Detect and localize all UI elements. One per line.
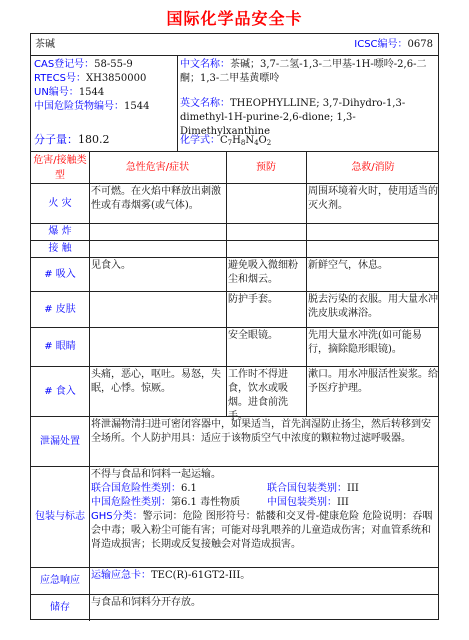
spill-label: 泄漏处置	[40, 435, 80, 447]
molecular-weight	[32, 132, 172, 148]
formula-part: 2	[266, 139, 272, 147]
formula-part: C	[220, 135, 228, 146]
header-type: 危害/接触类型	[33, 155, 87, 181]
un-class-value: 6.1	[181, 483, 197, 494]
cas-label: CAS登记号：	[34, 59, 95, 70]
en-name-label: 英文名称：	[180, 98, 230, 109]
packaging-note: 不得与食品和饲料一起运输。	[91, 469, 221, 480]
fire-prevention	[226, 184, 306, 186]
rtecs-number	[34, 72, 180, 86]
emergency-card-value: TEC(R)-61GT2-III。	[151, 570, 251, 581]
ghs-label: GHS分类：	[91, 511, 143, 522]
spill-text: 将泄漏物清扫进可密闭容器中，如果适当，首先润湿防止扬尘，然后转移到安全场所。个人防护用具：适应于该物质空气中浓度的颗粒物过滤呼吸器。	[91, 419, 431, 444]
contact-aid	[306, 241, 440, 243]
cn-class-label: 中国危险性类别：	[91, 497, 171, 508]
ghs-text: 警示词：危险 图形符号：骷髅和交叉骨-健康危险 危险说明：吞咽会中毒；吸入粉尘可能有害；可能对母乳喂养的儿童造成伤害；对血管系统和肾造成损害；长期或反复接触会对肾造成损害。	[91, 511, 433, 550]
storage-text: 与食品和饲料分开存放。	[91, 597, 201, 608]
rtecs-label: RTECS号：	[34, 73, 86, 84]
un-label: UN编号：	[34, 87, 79, 98]
cn-pack-value: III	[337, 497, 349, 508]
mw-value: 180.2	[78, 133, 110, 146]
chemical-name: 茶碱	[35, 39, 55, 50]
ghs-classification	[91, 510, 438, 552]
eyes-prevention: 安全眼镜。	[228, 330, 278, 341]
row-type-inhalation: # 吸入	[44, 268, 76, 280]
emergency-content	[89, 568, 440, 584]
skin-prevention: 防护手套。	[228, 294, 278, 305]
cn-classification	[91, 496, 438, 510]
row-type-fire: 火 灾	[48, 197, 72, 209]
cn-pack-label: 中国包装类别：	[267, 497, 337, 508]
cn-goods-number	[34, 100, 180, 114]
un-packing-group	[267, 482, 359, 496]
packaging-label: 包装与标志	[35, 511, 85, 522]
un-class-label: 联合国危险性类别：	[91, 483, 181, 494]
cas-value: 58-55-9	[94, 59, 133, 70]
formula-part: O	[258, 135, 267, 146]
header-hazard: 急性危害/症状	[125, 162, 190, 173]
header-aid: 急救/消防	[351, 162, 395, 173]
storage-label: 储存	[50, 602, 70, 613]
cn-name-value: 茶碱；3,7-二氢-1,3-二甲基-1H-嘌呤-2,6-二酮；1,3-二甲基黄嘌呤	[180, 59, 427, 84]
eyes-aid: 先用大量水冲洗(如可能易行，摘除隐形眼镜)。	[308, 330, 422, 355]
divider	[31, 55, 438, 56]
explosion-prevention	[226, 224, 306, 226]
formula-part: 4	[254, 139, 259, 147]
en-name-value: THEOPHYLLINE; 3,7-Dihydro-1,3-dimethyl-1H-purine-2,6-dione; 1,3-Dimethylxanthine	[180, 98, 406, 137]
contact-prevention	[226, 241, 306, 243]
row-type-eyes: # 眼睛	[44, 341, 76, 352]
emergency-label: 应急响应	[40, 575, 80, 586]
row-type-skin: # 皮肤	[44, 303, 76, 315]
cn-goods-value: 1544	[124, 101, 150, 112]
header-prevention: 预防	[256, 162, 276, 173]
icsc-number	[275, 37, 435, 53]
un-classification	[91, 482, 438, 496]
mw-label: 分子量：	[34, 133, 78, 146]
skin-hazard	[89, 292, 226, 294]
ingestion-hazard: 头痛，恶心，呕吐。易怒，失眠，心悸。惊厥。	[91, 369, 221, 394]
explosion-hazard	[89, 224, 226, 226]
chemical-formula	[178, 133, 438, 151]
cn-class-value: 第6.1 毒性物质	[171, 497, 241, 508]
formula-part: H	[232, 135, 241, 146]
identifier-list	[32, 57, 182, 115]
row-type-ingestion: # 食入	[44, 385, 76, 397]
un-value: 1544	[78, 87, 105, 98]
cas-number	[34, 58, 180, 72]
un-number	[34, 86, 180, 100]
contact-hazard	[89, 241, 226, 243]
formula-part: 8	[240, 139, 246, 147]
formula-label: 化学式：	[180, 135, 220, 146]
divider	[177, 55, 178, 151]
formula-part: N	[245, 135, 255, 146]
explosion-aid	[306, 224, 440, 226]
inhalation-aid: 新鲜空气，休息。	[308, 260, 388, 271]
icsc-value: 0678	[407, 39, 433, 50]
inhalation-hazard: 见食入。	[91, 260, 131, 271]
emergency-card-label: 运输应急卡：	[91, 570, 151, 581]
fire-aid: 周围环境着火时，使用适当的灭火剂。	[308, 186, 438, 211]
fire-hazard: 不可燃。在火焰中释放出刺激性或有毒烟雾(或气体)。	[91, 186, 221, 211]
formula-part: 7	[227, 139, 233, 147]
eyes-hazard	[89, 328, 226, 330]
inhalation-prevention: 避免吸入微细粉尘和烟云。	[228, 260, 298, 285]
packaging-content	[89, 467, 440, 553]
un-pack-value: III	[347, 483, 359, 494]
ingestion-aid: 漱口。用水冲服活性炭浆。给予医疗护理。	[308, 369, 438, 394]
rtecs-value: XH3850000	[85, 73, 147, 84]
cn-name-label: 中文名称：	[180, 59, 230, 70]
row-type-explosion: 爆 炸	[48, 226, 72, 237]
chinese-name	[178, 57, 438, 87]
ingestion-prevention: 工作时不得进食，饮水或吸烟。进食前洗手。	[228, 369, 288, 422]
safety-card	[30, 33, 439, 620]
un-pack-label: 联合国包装类别：	[267, 483, 347, 494]
row-type-contact: 接 触	[48, 243, 72, 254]
cn-packing-group	[267, 496, 349, 510]
icsc-label: ICSC编号：	[354, 39, 408, 50]
card-title: 国际化学品安全卡	[166, 9, 303, 28]
skin-aid: 脱去污染的衣服。用大量水冲洗皮肤或淋浴。	[308, 294, 438, 319]
cn-goods-label: 中国危险货物编号：	[34, 101, 124, 112]
